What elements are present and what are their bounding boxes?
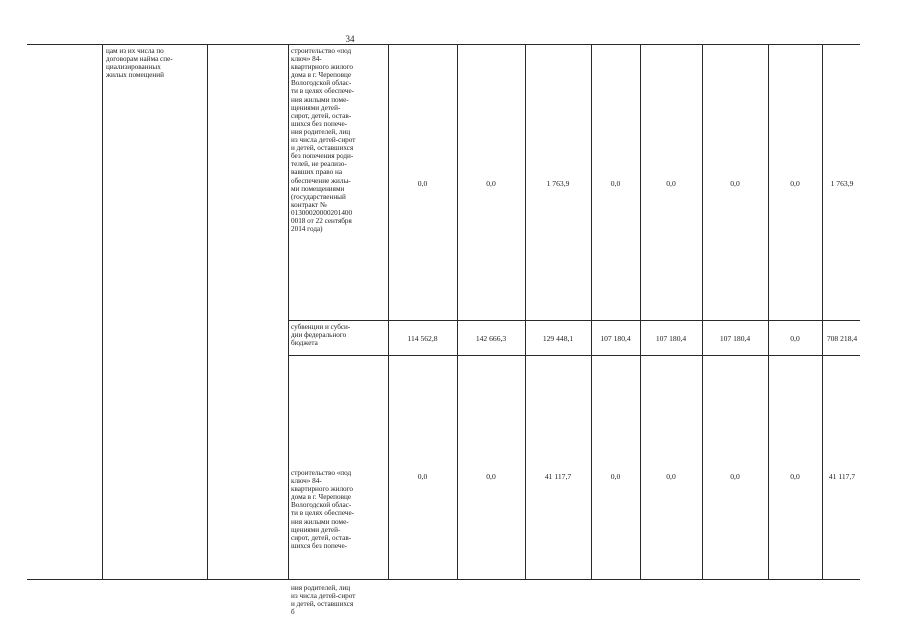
- row-2-description: субвенции и субси- дии федерального бюджета: [291, 323, 351, 348]
- row-1-value-1: 0,0: [417, 179, 428, 188]
- row-3-description-continuation: ния родителей, лиц из числа детей-сирот и детей, оставшихся б: [291, 584, 356, 617]
- row-divider-1: [288, 320, 860, 321]
- recipient-category-text: цам из их числа по договорам найма спе- циализированных жилых помещений: [106, 47, 173, 80]
- row-3-value-2: 0,0: [486, 472, 496, 481]
- row-2-value-7: 0,0: [790, 334, 800, 343]
- row-divider-2: [288, 355, 860, 356]
- row-3-total: 41 117,7: [828, 472, 856, 481]
- row-1-value-3: 1 763,9: [546, 179, 570, 188]
- row-3-value-5: 0,0: [666, 472, 676, 481]
- row-2-value-1: 114 562,8: [407, 334, 438, 343]
- row-1-value-5: 0,0: [666, 179, 676, 188]
- row-2-value-4: 107 180,4: [600, 334, 631, 343]
- col-border-9: [768, 44, 769, 579]
- row-1-value-4: 0,0: [610, 179, 621, 188]
- col-border-4: [457, 44, 458, 579]
- table-top-border: [27, 44, 860, 45]
- col-border-10: [822, 44, 823, 579]
- row-3-value-7: 0,0: [790, 472, 800, 481]
- row-3-value-6: 0,0: [730, 472, 740, 481]
- col-border-6: [591, 44, 592, 579]
- row-3-value-3: 41 117,7: [544, 472, 572, 481]
- col-border-8: [702, 44, 703, 579]
- row-2-total: 708 218,4: [826, 334, 858, 343]
- row-3-value-4: 0,0: [610, 472, 621, 481]
- col-border-7: [640, 44, 641, 579]
- row-1-value-6: 0,0: [730, 179, 740, 188]
- row-3-value-1: 0,0: [417, 472, 428, 481]
- row-2-value-5: 107 180,4: [655, 334, 687, 343]
- row-2-value-3: 129 448,1: [542, 334, 574, 343]
- col-border-1: [207, 44, 208, 579]
- page-number: 34: [345, 34, 355, 44]
- col-border-2: [288, 44, 289, 579]
- row-1-total: 1 763,9: [830, 179, 854, 188]
- row-2-value-6: 107 180,4: [719, 334, 751, 343]
- row-1-value-7: 0,0: [790, 179, 800, 188]
- row-1-value-2: 0,0: [486, 179, 496, 188]
- col-border-5: [525, 44, 526, 579]
- row-1-description: строительство «под ключ» 84- квартирного жилого дома в г. Череповце Вологодской облас- ти в целях обеспече- ния жилыми поме- щениями детей- сирот, детей, остав- шихся без попече- ния родителей, лиц из числа детей-сирот и детей, оставшихся без попечения роди- телей, не реализо- вавших право на обеспечение жилы- ми помещениями (государственный контракт № 01300020000201400 0018 от 22 сентября 2014 года): [291, 47, 356, 234]
- col-border-0: [102, 44, 103, 579]
- col-border-3: [388, 44, 389, 579]
- row-2-value-2: 142 666,3: [475, 334, 507, 343]
- table-bottom-border: [27, 579, 860, 580]
- row-3-description: строительство «под ключ» 84- квартирного жилого дома в г. Череповце Вологодской облас- ти в целях обеспече- ния жилыми поме- щениями детей- сирот, детей, остав- шихся без попече-: [291, 469, 355, 550]
